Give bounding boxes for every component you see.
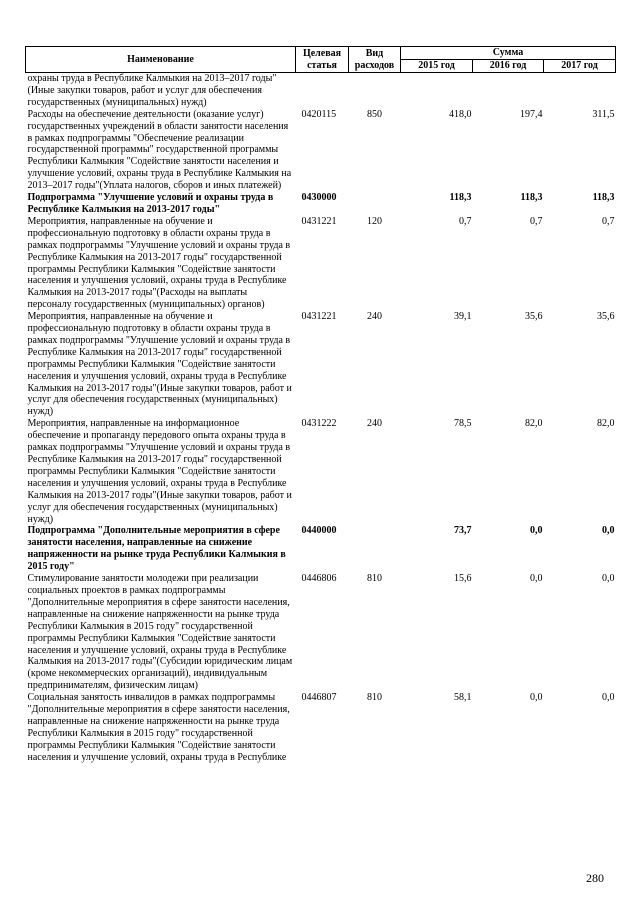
row-sum-2015: 418,0 xyxy=(449,108,472,120)
table-row xyxy=(26,109,616,192)
row-target-code: 0446807 xyxy=(301,692,337,704)
table-row xyxy=(26,418,616,525)
row-sum-2015: 73,7 xyxy=(454,525,472,537)
header-code: Целевая статья xyxy=(296,47,349,73)
row-expense-type: 850 xyxy=(367,108,382,120)
row-sum-2016: 0,0 xyxy=(530,573,543,585)
table-row xyxy=(26,311,616,418)
row-target-code: 0431221 xyxy=(301,215,337,227)
row-name: Мероприятия, направленные на информационное обеспечение и пропаганду передового опыта охраны труда в рамках подпрограммы "Улучшение условий и охраны труда в Республике Калмыкия на 2013-2017 годы" государственной программы Республики Калмыкия "Содействие занятости населения и улучшения условий, охраны труда в Республике Калмыкия на 2013-2017 годы"(Иные закупки товаров, работ и услуг для обеспечения государственных (муниципальных) нужд) xyxy=(27,418,292,525)
row-sum-2015: 118,3 xyxy=(449,192,472,204)
row-sum-2016: 82,0 xyxy=(525,418,543,430)
row-sum-2017: 118,3 xyxy=(592,192,615,204)
row-target-code: 0430000 xyxy=(301,192,337,204)
table-row xyxy=(26,525,616,573)
row-name: Подпрограмма "Дополнительные мероприятия в сфере занятости населения, направленные на снижение напряженности на рынке труда Республики Калмыкия в 2015 году" xyxy=(27,525,286,573)
row-name: Подпрограмма "Улучшение условий и охраны труда в Республике Калмыкия на 2013-2017 годы" xyxy=(27,192,274,215)
row-expense-type: 240 xyxy=(367,418,382,430)
row-name: Расходы на обеспечение деятельности (оказание услуг) государственных учреждений в области занятости населения в рамках подпрограммы "Обеспечение реализации государственной программы" государственной программы Республики Калмыкия "Содействие занятости населения и улучшение условий, охраны труда в Республике Калмыкия на 2013–2017 годы"(Уплата налогов, сборов и иных платежей) xyxy=(27,108,292,192)
table-row xyxy=(26,216,616,311)
table-row xyxy=(26,73,616,109)
table-row xyxy=(26,573,616,692)
row-sum-2017: 0,7 xyxy=(602,215,615,227)
row-sum-2017: 311,5 xyxy=(592,108,615,120)
page-number: 280 xyxy=(586,871,604,885)
header-2017: 2017 год xyxy=(544,60,616,73)
row-target-code: 0446806 xyxy=(301,573,337,585)
row-expense-type: 810 xyxy=(367,573,382,585)
row-sum-2016: 118,3 xyxy=(520,192,543,204)
row-target-code: 0431221 xyxy=(301,311,337,323)
row-expense-type xyxy=(349,192,401,216)
table-row xyxy=(26,192,616,216)
row-sum-2015: 0,7 xyxy=(459,215,472,227)
row-target-code: 0420115 xyxy=(301,108,337,120)
header-sum: Сумма xyxy=(401,47,616,60)
row-expense-type: 240 xyxy=(367,311,382,323)
header-kind: Вид расходов xyxy=(349,47,401,73)
row-name: Мероприятия, направленные на обучение и профессиональную подготовку в области охраны труда в рамках подпрограммы "Улучшение условий и охраны труда в Республике Калмыкия на 2013-2017 годы" государственной программы Республики Калмыкия "Содействие занятости населения и улучшения условий, охраны труда в Республике Калмыкия на 2013-2017 годы"(Расходы на выплаты персоналу государственных (муниципальных) органов) xyxy=(27,215,291,311)
row-target-code: 0431222 xyxy=(301,418,337,430)
row-target-code xyxy=(296,73,349,109)
header-2016: 2016 год xyxy=(473,60,544,73)
row-sum-2017: 0,0 xyxy=(602,525,615,537)
budget-table xyxy=(25,46,616,764)
row-name: охраны труда в Республике Калмыкия на 2013–2017 годы"(Иные закупки товаров, работ и услуг для обеспечения государственных (муниципальных) нужд) xyxy=(27,73,277,108)
row-expense-type: 120 xyxy=(367,215,382,227)
row-sum-2015: 15,6 xyxy=(454,573,472,585)
header-name: Наименование xyxy=(26,47,296,73)
row-name: Социальная занятость инвалидов в рамках подпрограммы "Дополнительные мероприятия в сфере занятости населения, направленные на снижение напряженности на рынке труда Республики Калмыкия в 2015 году" государственной программы Республики Калмыкия "Содействие занятости населения и улучшение условий, охраны труда в Республике xyxy=(27,692,290,763)
row-sum-2015 xyxy=(401,73,473,109)
row-sum-2017: 0,0 xyxy=(602,573,615,585)
row-target-code: 0440000 xyxy=(301,525,337,537)
row-sum-2015: 58,1 xyxy=(454,692,472,704)
table-header xyxy=(26,47,616,73)
row-sum-2016: 0,0 xyxy=(530,525,543,537)
row-sum-2017 xyxy=(544,73,616,109)
row-sum-2016: 0,7 xyxy=(530,215,543,227)
table-body xyxy=(26,73,616,764)
row-name: Мероприятия, направленные на обучение и профессиональную подготовку в области охраны труда в рамках подпрограммы "Улучшение условий и охраны труда в Республике Калмыкия на 2013-2017 годы" государственной программы Республики Калмыкия "Содействие занятости населения и улучшения условий, охраны труда в Республике Калмыкия на 2013-2017 годы"(Иные закупки товаров, работ и услуг для обеспечения государственных (муниципальных) нужд) xyxy=(27,311,292,418)
row-sum-2016: 197,4 xyxy=(520,108,543,120)
row-expense-type xyxy=(349,73,401,109)
row-sum-2017: 0,0 xyxy=(602,692,615,704)
row-expense-type: 810 xyxy=(367,692,382,704)
row-sum-2015: 78,5 xyxy=(454,418,472,430)
table-row xyxy=(26,692,616,763)
header-2015: 2015 год xyxy=(401,60,473,73)
row-expense-type xyxy=(349,525,401,573)
row-sum-2016: 0,0 xyxy=(530,692,543,704)
row-name: Стимулирование занятости молодежи при реализации социальных проектов в рамках подпрограммы "Дополнительные мероприятия в сфере занятости населения, направленные на снижение напряженности на рынке труда Республики Калмыкия в 2015 году" государственной программы Республики Калмыкия "Содействие занятости населения и улучшение условий, охраны труда в Республике Калмыкия на 2013-2017 годы"(Субсидии юридическим лицам (кроме некоммерческих организаций), индивидуальным предпринимателям, физическим лицам) xyxy=(27,573,293,692)
row-sum-2015: 39,1 xyxy=(454,311,472,323)
row-sum-2017: 82,0 xyxy=(597,418,615,430)
row-sum-2017: 35,6 xyxy=(597,311,615,323)
row-sum-2016: 35,6 xyxy=(525,311,543,323)
row-sum-2016 xyxy=(473,73,544,109)
